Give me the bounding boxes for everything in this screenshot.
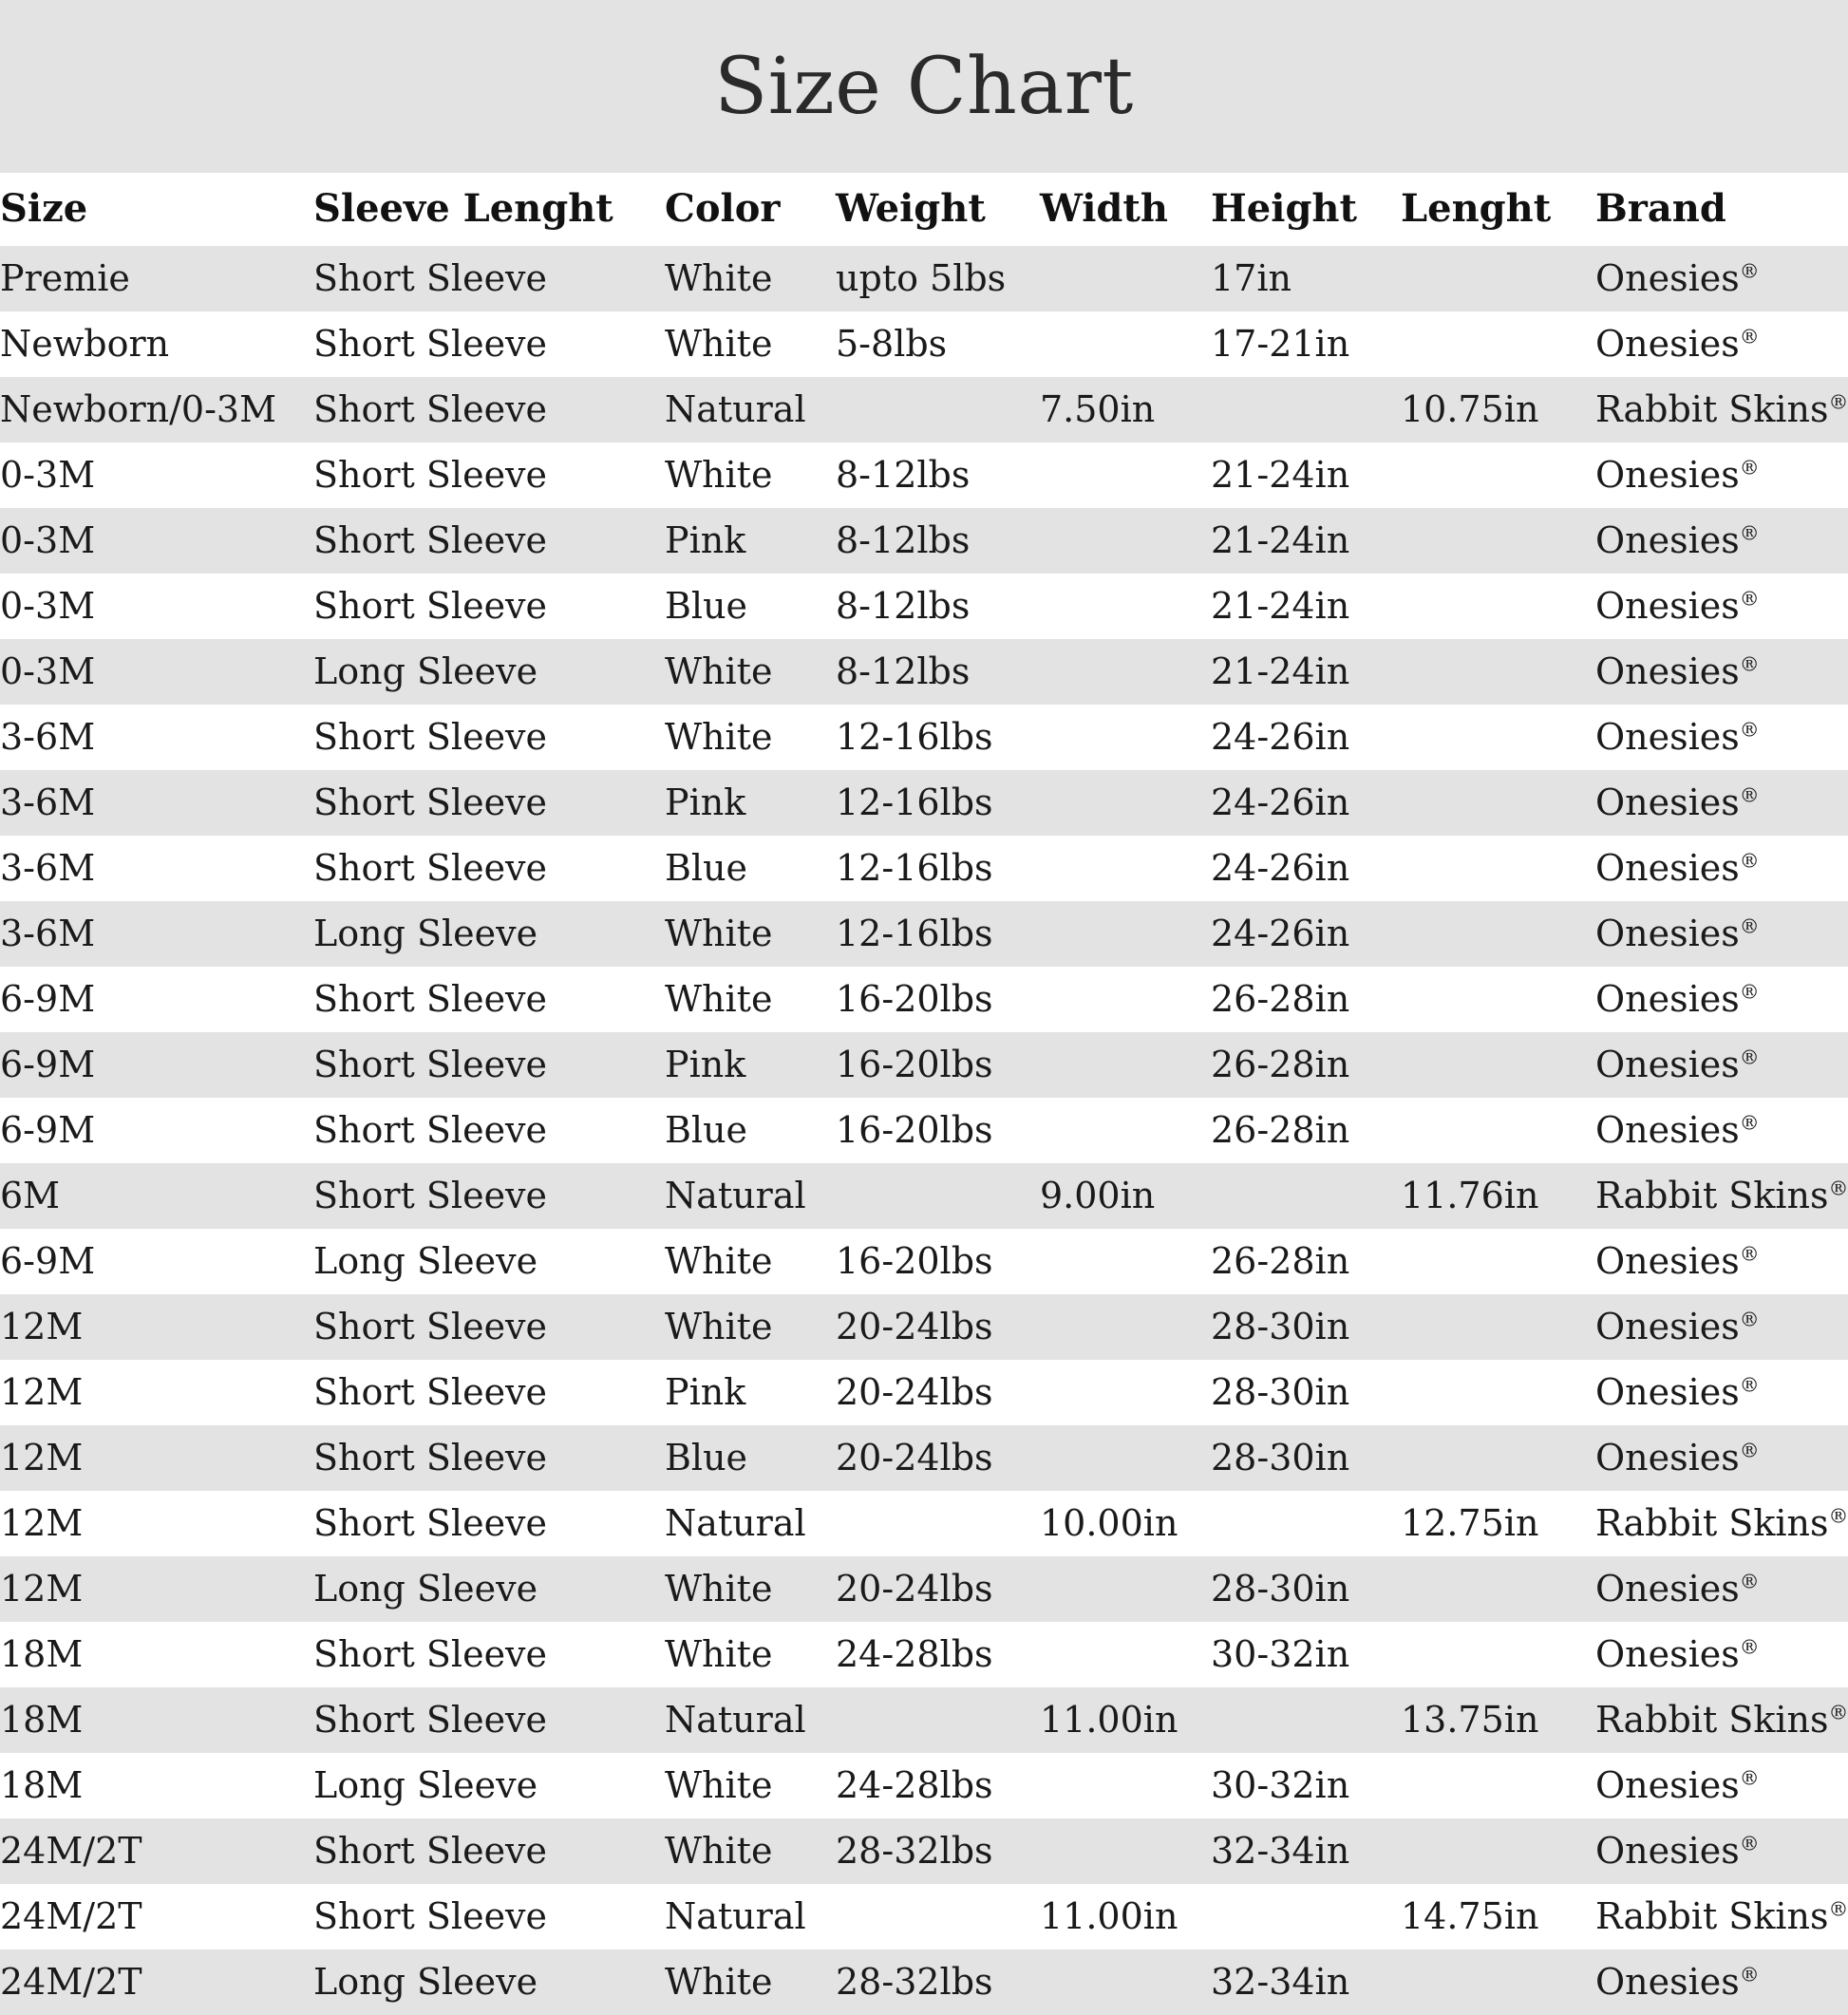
- cell-lenght: 12.75in: [1401, 1491, 1595, 1556]
- cell-color: White: [665, 1949, 836, 2015]
- cell-height: 28-30in: [1211, 1425, 1401, 1491]
- registered-trademark-mark: ®: [1739, 783, 1760, 807]
- table-row: [0, 1753, 1848, 1818]
- registered-trademark-mark: ®: [1739, 1832, 1760, 1855]
- registered-trademark-mark: ®: [1739, 1308, 1760, 1331]
- cell-size: 12M: [0, 1556, 313, 1622]
- cell-color: White: [665, 901, 836, 967]
- cell-lenght: [1401, 1425, 1595, 1491]
- cell-color: Blue: [665, 836, 836, 901]
- cell-sleeve: Short Sleeve: [313, 967, 665, 1032]
- registered-trademark-mark: ®: [1739, 1439, 1760, 1462]
- cell-lenght: [1401, 246, 1595, 311]
- cell-width: [1040, 1753, 1211, 1818]
- cell-height: 28-30in: [1211, 1294, 1401, 1360]
- cell-width: [1040, 1556, 1211, 1622]
- cell-height: [1211, 1687, 1401, 1753]
- cell-size: Premie: [0, 246, 313, 311]
- cell-width: 10.00in: [1040, 1491, 1211, 1556]
- cell-color: Pink: [665, 770, 836, 836]
- cell-brand: Onesies®: [1595, 574, 1848, 639]
- table-row: [0, 443, 1848, 508]
- cell-color: Natural: [665, 377, 836, 443]
- cell-sleeve: Short Sleeve: [313, 836, 665, 901]
- registered-trademark-mark: ®: [1739, 1111, 1760, 1135]
- cell-weight: 16-20lbs: [836, 1032, 1040, 1098]
- cell-size: 3-6M: [0, 836, 313, 901]
- cell-lenght: [1401, 443, 1595, 508]
- column-header-height: Height: [1211, 173, 1401, 246]
- table-row: [0, 1622, 1848, 1687]
- cell-size: 12M: [0, 1425, 313, 1491]
- cell-sleeve: Long Sleeve: [313, 1556, 665, 1622]
- cell-lenght: [1401, 1949, 1595, 2015]
- cell-size: 0-3M: [0, 574, 313, 639]
- cell-brand: Onesies®: [1595, 639, 1848, 705]
- cell-width: [1040, 1818, 1211, 1884]
- cell-size: 12M: [0, 1491, 313, 1556]
- table-row: [0, 770, 1848, 836]
- cell-weight: 8-12lbs: [836, 574, 1040, 639]
- cell-weight: 20-24lbs: [836, 1294, 1040, 1360]
- cell-brand: Rabbit Skins®: [1595, 1687, 1848, 1753]
- cell-size: 3-6M: [0, 770, 313, 836]
- cell-size: Newborn/0-3M: [0, 377, 313, 443]
- cell-color: White: [665, 967, 836, 1032]
- cell-width: [1040, 770, 1211, 836]
- cell-size: 3-6M: [0, 901, 313, 967]
- table-row: [0, 1294, 1848, 1360]
- cell-weight: 8-12lbs: [836, 443, 1040, 508]
- cell-height: [1211, 1163, 1401, 1229]
- cell-height: 21-24in: [1211, 508, 1401, 574]
- cell-height: 26-28in: [1211, 1229, 1401, 1294]
- cell-size: 6-9M: [0, 1229, 313, 1294]
- size-chart-table: [0, 173, 1848, 2015]
- cell-width: 9.00in: [1040, 1163, 1211, 1229]
- cell-height: [1211, 1884, 1401, 1949]
- cell-height: 17in: [1211, 246, 1401, 311]
- cell-lenght: [1401, 967, 1595, 1032]
- cell-height: 24-26in: [1211, 705, 1401, 770]
- cell-weight: 20-24lbs: [836, 1425, 1040, 1491]
- column-header-size: Size: [0, 173, 313, 246]
- cell-height: 24-26in: [1211, 836, 1401, 901]
- cell-weight: [836, 377, 1040, 443]
- cell-color: White: [665, 246, 836, 311]
- registered-trademark-mark: ®: [1739, 652, 1760, 676]
- cell-height: 21-24in: [1211, 639, 1401, 705]
- registered-trademark-mark: ®: [1739, 456, 1760, 480]
- cell-width: [1040, 836, 1211, 901]
- cell-height: 21-24in: [1211, 443, 1401, 508]
- cell-lenght: [1401, 1294, 1595, 1360]
- cell-weight: [836, 1687, 1040, 1753]
- cell-size: 0-3M: [0, 508, 313, 574]
- cell-weight: 24-28lbs: [836, 1622, 1040, 1687]
- cell-color: White: [665, 443, 836, 508]
- cell-sleeve: Short Sleeve: [313, 1425, 665, 1491]
- cell-color: Natural: [665, 1884, 836, 1949]
- cell-color: White: [665, 1229, 836, 1294]
- cell-sleeve: Short Sleeve: [313, 1622, 665, 1687]
- cell-height: [1211, 377, 1401, 443]
- cell-width: 11.00in: [1040, 1687, 1211, 1753]
- cell-width: [1040, 901, 1211, 967]
- cell-height: 26-28in: [1211, 1032, 1401, 1098]
- cell-weight: 12-16lbs: [836, 705, 1040, 770]
- cell-width: [1040, 705, 1211, 770]
- table-row: [0, 1425, 1848, 1491]
- registered-trademark-mark: ®: [1828, 1504, 1848, 1528]
- cell-color: Natural: [665, 1163, 836, 1229]
- cell-sleeve: Long Sleeve: [313, 639, 665, 705]
- cell-width: 11.00in: [1040, 1884, 1211, 1949]
- cell-lenght: [1401, 901, 1595, 967]
- registered-trademark-mark: ®: [1739, 1242, 1760, 1266]
- table-row: [0, 1818, 1848, 1884]
- column-header-sleeve-lenght: Sleeve Lenght: [313, 173, 665, 246]
- cell-lenght: [1401, 705, 1595, 770]
- cell-sleeve: Short Sleeve: [313, 1818, 665, 1884]
- cell-width: [1040, 443, 1211, 508]
- registered-trademark-mark: ®: [1739, 718, 1760, 742]
- cell-size: 18M: [0, 1753, 313, 1818]
- cell-height: 32-34in: [1211, 1949, 1401, 2015]
- cell-brand: Onesies®: [1595, 246, 1848, 311]
- table-header-row: [0, 173, 1848, 246]
- cell-height: 28-30in: [1211, 1556, 1401, 1622]
- cell-brand: Onesies®: [1595, 1360, 1848, 1425]
- cell-height: 28-30in: [1211, 1360, 1401, 1425]
- cell-sleeve: Short Sleeve: [313, 377, 665, 443]
- cell-color: Pink: [665, 1360, 836, 1425]
- registered-trademark-mark: ®: [1828, 1897, 1848, 1921]
- cell-color: White: [665, 639, 836, 705]
- cell-height: 24-26in: [1211, 901, 1401, 967]
- cell-height: 26-28in: [1211, 1098, 1401, 1163]
- column-header-weight: Weight: [836, 173, 1040, 246]
- cell-brand: Onesies®: [1595, 1229, 1848, 1294]
- cell-sleeve: Long Sleeve: [313, 1949, 665, 2015]
- cell-sleeve: Short Sleeve: [313, 1294, 665, 1360]
- cell-brand: Onesies®: [1595, 1032, 1848, 1098]
- cell-color: Pink: [665, 1032, 836, 1098]
- cell-sleeve: Short Sleeve: [313, 574, 665, 639]
- table-row: [0, 1032, 1848, 1098]
- registered-trademark-mark: ®: [1739, 980, 1760, 1004]
- cell-color: White: [665, 1556, 836, 1622]
- table-body: [0, 246, 1848, 2015]
- cell-brand: Onesies®: [1595, 1949, 1848, 2015]
- cell-sleeve: Short Sleeve: [313, 443, 665, 508]
- registered-trademark-mark: ®: [1739, 1963, 1760, 1987]
- cell-height: 24-26in: [1211, 770, 1401, 836]
- cell-weight: [836, 1884, 1040, 1949]
- registered-trademark-mark: ®: [1828, 1701, 1848, 1724]
- table-row: [0, 1360, 1848, 1425]
- cell-size: 6-9M: [0, 1098, 313, 1163]
- column-header-lenght: Lenght: [1401, 173, 1595, 246]
- cell-size: 3-6M: [0, 705, 313, 770]
- cell-sleeve: Long Sleeve: [313, 1229, 665, 1294]
- cell-weight: 8-12lbs: [836, 508, 1040, 574]
- cell-lenght: 10.75in: [1401, 377, 1595, 443]
- cell-weight: 28-32lbs: [836, 1818, 1040, 1884]
- cell-weight: 24-28lbs: [836, 1753, 1040, 1818]
- cell-brand: Onesies®: [1595, 443, 1848, 508]
- cell-width: [1040, 574, 1211, 639]
- cell-lenght: [1401, 1360, 1595, 1425]
- registered-trademark-mark: ®: [1739, 521, 1760, 545]
- cell-weight: 20-24lbs: [836, 1556, 1040, 1622]
- cell-width: 7.50in: [1040, 377, 1211, 443]
- column-header-width: Width: [1040, 173, 1211, 246]
- table-row: [0, 901, 1848, 967]
- cell-width: [1040, 508, 1211, 574]
- table-row: [0, 836, 1848, 901]
- cell-weight: 20-24lbs: [836, 1360, 1040, 1425]
- cell-width: [1040, 1032, 1211, 1098]
- cell-brand: Onesies®: [1595, 1098, 1848, 1163]
- cell-brand: Onesies®: [1595, 508, 1848, 574]
- cell-color: Blue: [665, 1098, 836, 1163]
- cell-brand: Rabbit Skins®: [1595, 1491, 1848, 1556]
- cell-width: [1040, 311, 1211, 377]
- cell-size: 18M: [0, 1687, 313, 1753]
- table-row: [0, 1163, 1848, 1229]
- cell-brand: Onesies®: [1595, 901, 1848, 967]
- cell-color: White: [665, 1818, 836, 1884]
- cell-width: [1040, 967, 1211, 1032]
- cell-sleeve: Short Sleeve: [313, 770, 665, 836]
- registered-trademark-mark: ®: [1739, 1635, 1760, 1659]
- page-title: Size Chart: [714, 41, 1134, 132]
- cell-color: Natural: [665, 1491, 836, 1556]
- cell-color: Blue: [665, 574, 836, 639]
- cell-weight: 12-16lbs: [836, 770, 1040, 836]
- cell-size: 6-9M: [0, 967, 313, 1032]
- table-row: [0, 311, 1848, 377]
- cell-weight: 8-12lbs: [836, 639, 1040, 705]
- cell-brand: Onesies®: [1595, 705, 1848, 770]
- cell-brand: Onesies®: [1595, 1753, 1848, 1818]
- cell-weight: 16-20lbs: [836, 1098, 1040, 1163]
- cell-height: 32-34in: [1211, 1818, 1401, 1884]
- cell-lenght: [1401, 1098, 1595, 1163]
- table-row: [0, 377, 1848, 443]
- cell-weight: 5-8lbs: [836, 311, 1040, 377]
- cell-lenght: 11.76in: [1401, 1163, 1595, 1229]
- cell-sleeve: Short Sleeve: [313, 1032, 665, 1098]
- cell-brand: Onesies®: [1595, 770, 1848, 836]
- registered-trademark-mark: ®: [1828, 390, 1848, 414]
- cell-brand: Onesies®: [1595, 1425, 1848, 1491]
- cell-lenght: [1401, 1229, 1595, 1294]
- registered-trademark-mark: ®: [1739, 849, 1760, 873]
- cell-brand: Onesies®: [1595, 311, 1848, 377]
- cell-brand: Rabbit Skins®: [1595, 1163, 1848, 1229]
- table-row: [0, 967, 1848, 1032]
- registered-trademark-mark: ®: [1739, 1570, 1760, 1593]
- cell-width: [1040, 1622, 1211, 1687]
- cell-sleeve: Long Sleeve: [313, 1753, 665, 1818]
- cell-lenght: [1401, 574, 1595, 639]
- cell-lenght: [1401, 311, 1595, 377]
- cell-color: White: [665, 1294, 836, 1360]
- table-row: [0, 508, 1848, 574]
- column-header-brand: Brand: [1595, 173, 1848, 246]
- registered-trademark-mark: ®: [1739, 1766, 1760, 1790]
- cell-sleeve: Short Sleeve: [313, 246, 665, 311]
- registered-trademark-mark: ®: [1739, 914, 1760, 938]
- cell-size: 0-3M: [0, 443, 313, 508]
- cell-color: Pink: [665, 508, 836, 574]
- cell-width: [1040, 246, 1211, 311]
- cell-brand: Onesies®: [1595, 1294, 1848, 1360]
- cell-height: 26-28in: [1211, 967, 1401, 1032]
- cell-width: [1040, 1098, 1211, 1163]
- cell-weight: 12-16lbs: [836, 901, 1040, 967]
- cell-weight: [836, 1163, 1040, 1229]
- cell-lenght: [1401, 508, 1595, 574]
- registered-trademark-mark: ®: [1739, 325, 1760, 348]
- cell-size: 24M/2T: [0, 1949, 313, 2015]
- cell-weight: upto 5lbs: [836, 246, 1040, 311]
- table-row: [0, 1687, 1848, 1753]
- cell-height: 21-24in: [1211, 574, 1401, 639]
- cell-color: White: [665, 1622, 836, 1687]
- cell-width: [1040, 1229, 1211, 1294]
- cell-lenght: [1401, 1753, 1595, 1818]
- cell-lenght: [1401, 836, 1595, 901]
- cell-width: [1040, 1294, 1211, 1360]
- cell-brand: Rabbit Skins®: [1595, 1884, 1848, 1949]
- cell-lenght: 13.75in: [1401, 1687, 1595, 1753]
- cell-color: Natural: [665, 1687, 836, 1753]
- cell-size: Newborn: [0, 311, 313, 377]
- table-row: [0, 1556, 1848, 1622]
- cell-color: Blue: [665, 1425, 836, 1491]
- title-bar: [0, 0, 1848, 173]
- cell-sleeve: Short Sleeve: [313, 1491, 665, 1556]
- table-row: [0, 639, 1848, 705]
- cell-brand: Onesies®: [1595, 1622, 1848, 1687]
- cell-sleeve: Short Sleeve: [313, 705, 665, 770]
- registered-trademark-mark: ®: [1739, 587, 1760, 611]
- cell-sleeve: Short Sleeve: [313, 311, 665, 377]
- cell-height: [1211, 1491, 1401, 1556]
- cell-size: 6-9M: [0, 1032, 313, 1098]
- table-row: [0, 1884, 1848, 1949]
- cell-height: 17-21in: [1211, 311, 1401, 377]
- cell-weight: 28-32lbs: [836, 1949, 1040, 2015]
- cell-color: White: [665, 1753, 836, 1818]
- cell-lenght: 14.75in: [1401, 1884, 1595, 1949]
- cell-color: White: [665, 705, 836, 770]
- cell-height: 30-32in: [1211, 1622, 1401, 1687]
- cell-sleeve: Short Sleeve: [313, 1884, 665, 1949]
- cell-lenght: [1401, 1818, 1595, 1884]
- cell-lenght: [1401, 639, 1595, 705]
- column-header-color: Color: [665, 173, 836, 246]
- cell-size: 18M: [0, 1622, 313, 1687]
- table-row: [0, 705, 1848, 770]
- cell-weight: 16-20lbs: [836, 967, 1040, 1032]
- cell-width: [1040, 639, 1211, 705]
- cell-lenght: [1401, 1032, 1595, 1098]
- cell-weight: 16-20lbs: [836, 1229, 1040, 1294]
- cell-size: 24M/2T: [0, 1818, 313, 1884]
- cell-sleeve: Short Sleeve: [313, 1687, 665, 1753]
- cell-size: 6M: [0, 1163, 313, 1229]
- cell-size: 12M: [0, 1360, 313, 1425]
- cell-brand: Onesies®: [1595, 1818, 1848, 1884]
- cell-weight: [836, 1491, 1040, 1556]
- table-header: [0, 173, 1848, 246]
- cell-lenght: [1401, 1556, 1595, 1622]
- cell-sleeve: Long Sleeve: [313, 901, 665, 967]
- cell-color: White: [665, 311, 836, 377]
- registered-trademark-mark: ®: [1739, 1045, 1760, 1069]
- cell-sleeve: Short Sleeve: [313, 508, 665, 574]
- cell-brand: Onesies®: [1595, 967, 1848, 1032]
- table-row: [0, 246, 1848, 311]
- table-row: [0, 1491, 1848, 1556]
- cell-sleeve: Short Sleeve: [313, 1098, 665, 1163]
- cell-size: 0-3M: [0, 639, 313, 705]
- cell-size: 24M/2T: [0, 1884, 313, 1949]
- table-row: [0, 1098, 1848, 1163]
- table-row: [0, 574, 1848, 639]
- cell-width: [1040, 1425, 1211, 1491]
- cell-brand: Rabbit Skins®: [1595, 377, 1848, 443]
- cell-lenght: [1401, 1622, 1595, 1687]
- cell-brand: Onesies®: [1595, 836, 1848, 901]
- cell-size: 12M: [0, 1294, 313, 1360]
- cell-height: 30-32in: [1211, 1753, 1401, 1818]
- registered-trademark-mark: ®: [1739, 259, 1760, 283]
- cell-sleeve: Short Sleeve: [313, 1360, 665, 1425]
- cell-weight: 12-16lbs: [836, 836, 1040, 901]
- table-row: [0, 1229, 1848, 1294]
- cell-brand: Onesies®: [1595, 1556, 1848, 1622]
- cell-width: [1040, 1949, 1211, 2015]
- table-row: [0, 1949, 1848, 2015]
- registered-trademark-mark: ®: [1739, 1373, 1760, 1397]
- registered-trademark-mark: ®: [1828, 1177, 1848, 1200]
- cell-lenght: [1401, 770, 1595, 836]
- cell-width: [1040, 1360, 1211, 1425]
- cell-sleeve: Short Sleeve: [313, 1163, 665, 1229]
